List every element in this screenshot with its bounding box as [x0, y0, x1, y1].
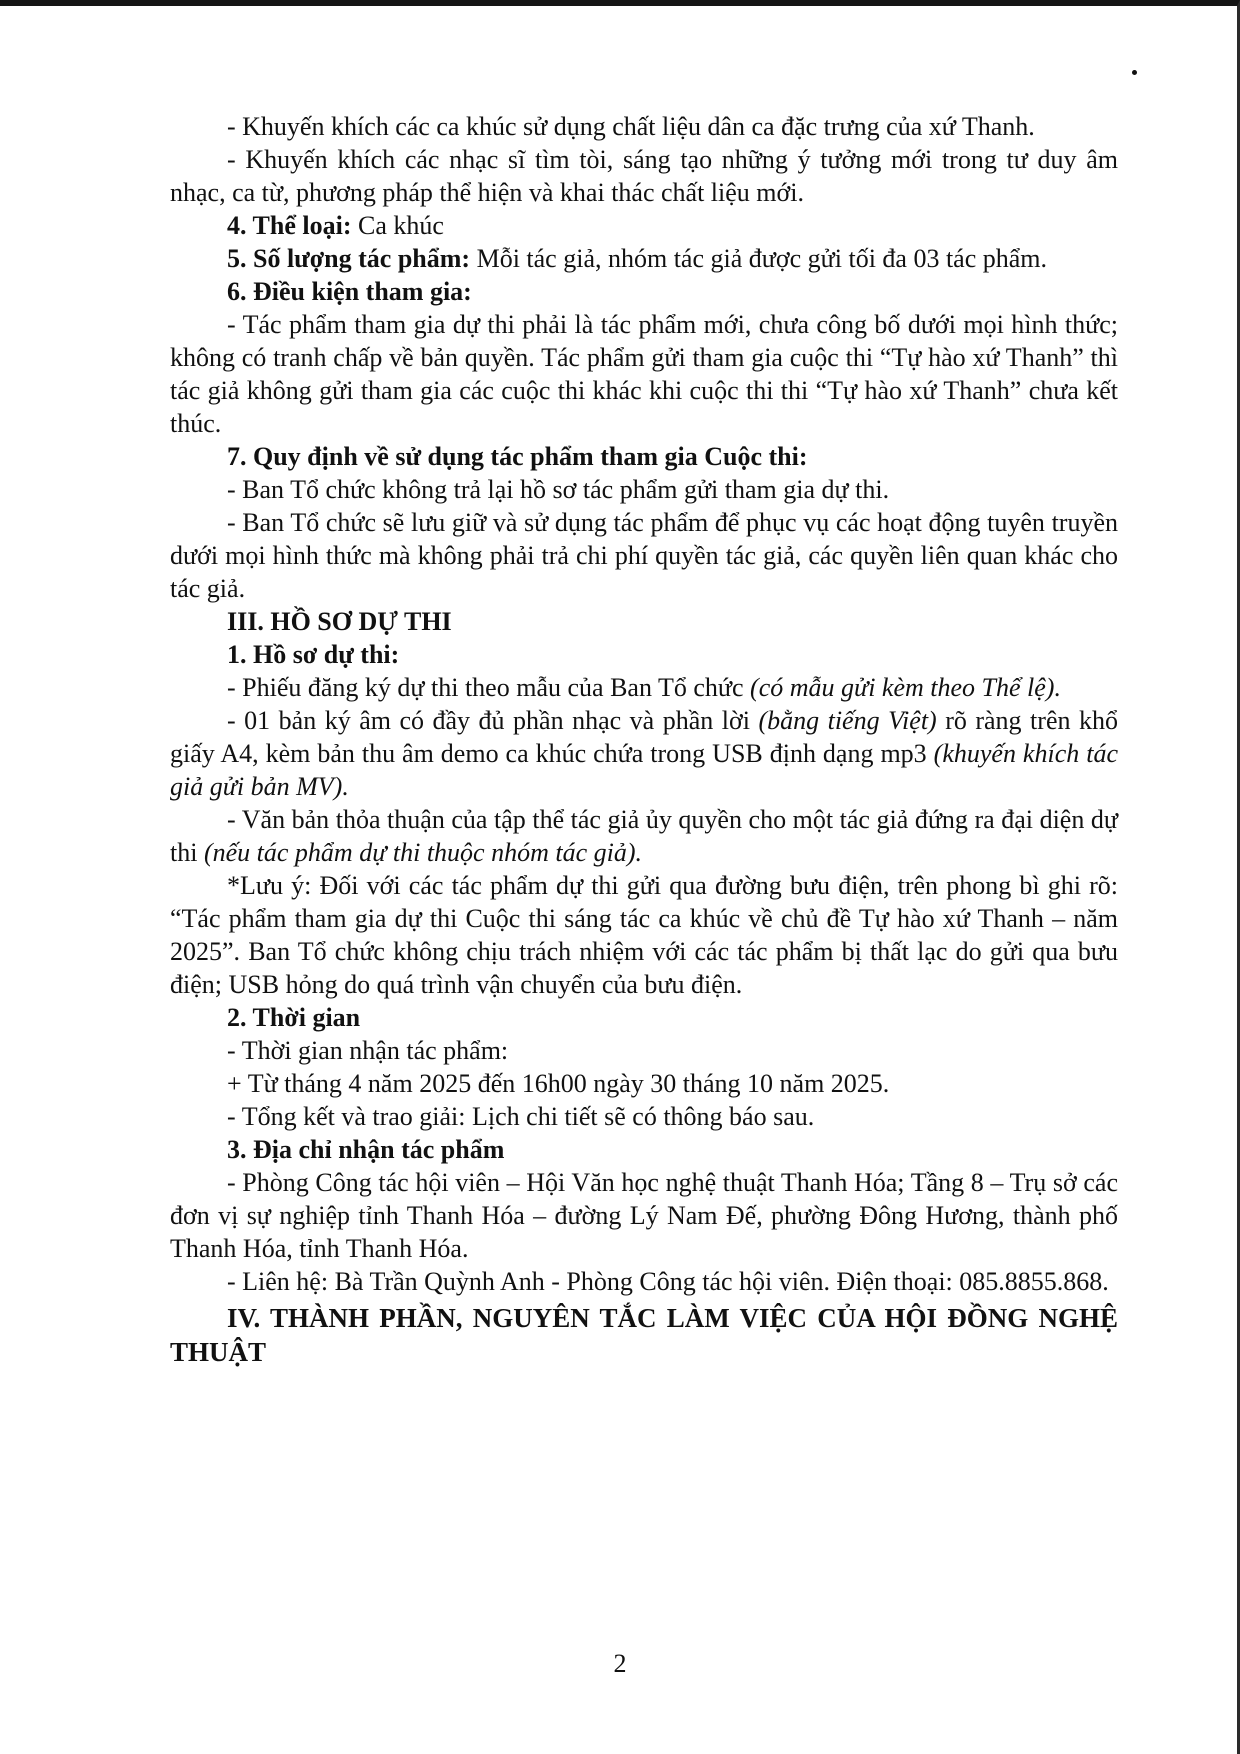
paragraph-usage-1: - Ban Tổ chức không trả lại hồ sơ tác phẩm gửi tham gia dự thi. [227, 475, 890, 504]
paragraph-address: - Phòng Công tác hội viên – Hội Văn học nghệ thuật Thanh Hóa; Tầng 8 – Trụ sở các đơn vị sự nghiệp tỉnh Thanh Hóa – đường Lý Nam Đế, phường Đông Hương, thành phố Thanh Hóa, tỉnh Thanh Hóa. [170, 1168, 1118, 1263]
agreement-text: - Văn bản thỏa thuận của tập thể tác giả ủy quyền cho một tác giả đứng ra đại diện dự thi [170, 805, 1118, 867]
item-genre-text: Ca khúc [351, 211, 444, 240]
heading-section-4: IV. THÀNH PHẦN, NGUYÊN TẮC LÀM VIỆC CỦA HỘI ĐỒNG NGHỆ THUẬT [170, 1303, 1118, 1367]
score-text-c: rõ ràng trên khổ giấy A4, kèm bản thu âm demo ca khúc chứa trong USB định dạng mp3 [170, 706, 1118, 768]
paragraph-encourage-folk: - Khuyến khích các ca khúc sử dụng chất liệu dân ca đặc trưng của xứ Thanh. [227, 112, 1035, 141]
score-text-b: (bằng tiếng Việt) [758, 706, 937, 735]
registration-form-text: - Phiếu đăng ký dự thi theo mẫu của Ban Tổ chức [227, 673, 751, 702]
paragraph-registration-form [170, 671, 1118, 704]
paragraph-time-2: + Từ tháng 4 năm 2025 đến 16h00 ngày 30 tháng 10 năm 2025. [227, 1069, 890, 1098]
score-text-a: - 01 bản ký âm có đầy đủ phần nhạc và phần lời [227, 706, 759, 735]
score-text-d: (khuyến khích tác giả gửi bản MV). [170, 739, 1118, 801]
registration-form-note: (có mẫu gửi kèm theo Thể lệ). [750, 673, 1061, 702]
item-quantity-text: Mỗi tác giả, nhóm tác giả được gửi tối đa 03 tác phẩm. [470, 244, 1048, 273]
heading-conditions: 6. Điều kiện tham gia: [227, 277, 472, 306]
scan-speck [1132, 70, 1137, 75]
paragraph-conditions: - Tác phẩm tham gia dự thi phải là tác phẩm mới, chưa công bố dưới mọi hình thức; không có tranh chấp về bản quyền. Tác phẩm gửi tham gia cuộc thi “Tự hào xứ Thanh” thì tác giả không gửi tham gia các cuộc thi khác khi cuộc thi thi “Tự hào xứ Thanh” chưa kết thúc. [170, 310, 1118, 438]
paragraph-note: *Lưu ý: Đối với các tác phẩm dự thi gửi qua đường bưu điện, trên phong bì ghi rõ: “Tác phẩm tham gia dự thi Cuộc thi sáng tác ca khúc về chủ đề Tự hào xứ Thanh – năm 2025”. Ban Tổ chức không chịu trách nhiệm với các tác phẩm bị thất lạc do gửi qua bưu điện; USB hỏng do quá trình vận chuyển của bưu điện. [170, 871, 1118, 999]
paragraph-agreement [170, 803, 1118, 869]
page-number: 2 [613, 1649, 627, 1678]
heading-usage-rules: 7. Quy định về sử dụng tác phẩm tham gia Cuộc thi: [227, 442, 808, 471]
item-quantity-label: 5. Số lượng tác phẩm: [227, 244, 471, 273]
item-genre-label: 4. Thể loại: [227, 211, 352, 240]
heading-address: 3. Địa chỉ nhận tác phẩm [227, 1135, 505, 1164]
document-body [170, 110, 1118, 1369]
heading-time: 2. Thời gian [227, 1003, 361, 1032]
paragraph-time-1: - Thời gian nhận tác phẩm: [227, 1036, 509, 1065]
agreement-note: (nếu tác phẩm dự thi thuộc nhóm tác giả). [203, 838, 643, 867]
paragraph-score [170, 704, 1118, 803]
item-quantity [170, 242, 1118, 275]
heading-dossier: 1. Hồ sơ dự thi: [227, 640, 400, 669]
item-genre [170, 209, 1118, 242]
paragraph-contact: - Liên hệ: Bà Trần Quỳnh Anh - Phòng Công tác hội viên. Điện thoại: 085.8855.868. [227, 1267, 1109, 1296]
heading-section-3: III. HỒ SƠ DỰ THI [227, 607, 452, 636]
paragraph-encourage-creativity: - Khuyến khích các nhạc sĩ tìm tòi, sáng tạo những ý tưởng mới trong tư duy âm nhạc, ca từ, phương pháp thể hiện và khai thác chất liệu mới. [170, 145, 1118, 207]
paragraph-usage-2: - Ban Tổ chức sẽ lưu giữ và sử dụng tác phẩm để phục vụ các hoạt động tuyên truyền dưới mọi hình thức mà không phải trả chi phí quyền tác giả, các quyền liên quan khác cho tác giả. [170, 508, 1118, 603]
paragraph-time-3: - Tổng kết và trao giải: Lịch chi tiết sẽ có thông báo sau. [227, 1102, 815, 1131]
